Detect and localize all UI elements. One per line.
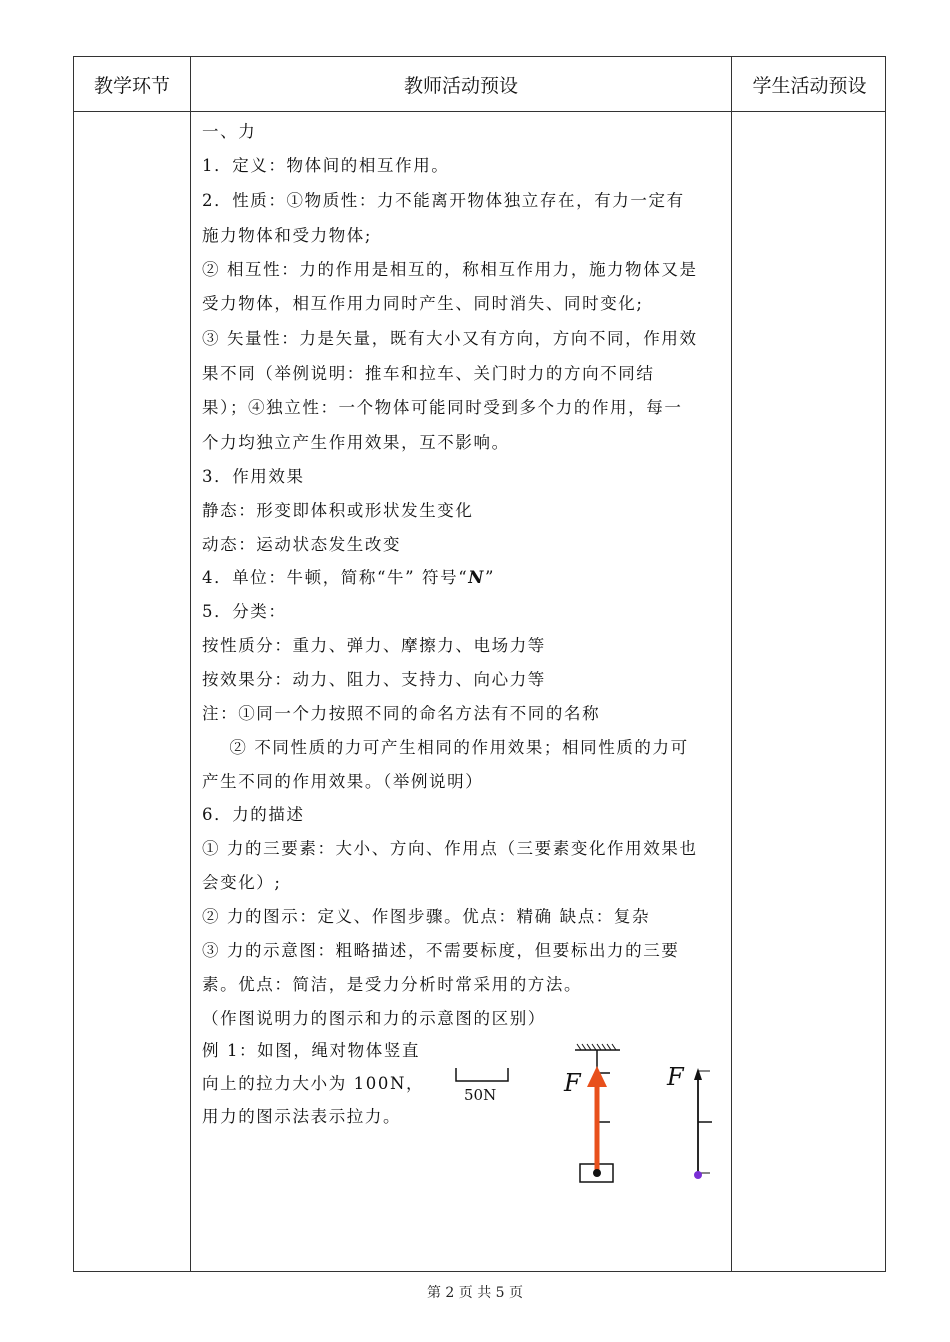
header-student: 学生活动预设 (752, 74, 867, 97)
force-diagram-figure (563, 1044, 620, 1182)
header-divider (74, 111, 885, 112)
content-line: ① 力的三要素：大小、方向、作用点（三要素变化作用效果也 (202, 839, 698, 858)
content-line: 5．分类： (202, 602, 287, 621)
point-of-action (694, 1171, 702, 1179)
header-stage: 教学环节 (93, 74, 170, 97)
force-schematic-figure (666, 1063, 712, 1179)
content-line: 施力物体和受力物体; (202, 226, 373, 245)
page-footer: 第 2 页 共 5 页 (426, 1285, 524, 1301)
content-line: ③ 矢量性：力是矢量，既有大小又有方向，方向不同，作用效 (202, 329, 698, 348)
content-line: ② 不同性质的力可产生相同的作用效果；相同性质的力可 (202, 738, 689, 757)
content-line: 一、力 (202, 122, 257, 141)
force-label: F (564, 1069, 581, 1097)
content-line: 动态：运动状态发生改变 (202, 535, 402, 554)
content-line: ② 相互性：力的作用是相互的，称相互作用力，施力物体又是 (202, 260, 698, 279)
content-line: 6．力的描述 (202, 805, 305, 824)
content-line: 果）；④独立性：一个物体可能同时受到多个力的作用，每一 (202, 398, 683, 417)
force-arrow-head (587, 1066, 607, 1087)
content-line: ② 力的图示：定义、作图步骤。优点：精确 缺点：复杂 (202, 907, 651, 926)
content-line: 会变化）; (202, 873, 282, 892)
force-label-schematic: F (667, 1063, 684, 1091)
content-line: 注：①同一个力按照不同的命名方法有不同的名称 (202, 704, 601, 723)
column-divider (190, 57, 191, 1271)
unit-line (202, 564, 495, 588)
scale-label: 50N (464, 1086, 497, 1104)
content-line: 1．定义：物体间的相互作用。 (202, 156, 450, 175)
force-diagram (440, 1035, 740, 1195)
ceiling-hatch (577, 1044, 616, 1050)
unit-suffix: ” (484, 568, 495, 587)
scale-bar (456, 1068, 508, 1104)
example-line: 向上的拉力大小为 100N， (202, 1074, 425, 1093)
content-line: 产生不同的作用效果。（举例说明） (202, 772, 484, 791)
unit-symbol: N (468, 568, 485, 587)
content-line: 按性质分：重力、弹力、摩擦力、电场力等 (202, 636, 546, 655)
content-line: 受力物体，相互作用力同时产生、同时消失、同时变化; (202, 294, 644, 313)
example-line: 例 1：如图，绳对物体竖直 (202, 1041, 421, 1060)
content-line: （作图说明力的图示和力的示意图的区别） (202, 1009, 546, 1028)
schematic-arrow-head (694, 1068, 702, 1080)
header-teacher: 教师活动预设 (403, 74, 518, 97)
example-line: 用力的图示法表示拉力。 (202, 1107, 402, 1126)
content-line: ③ 力的示意图：粗略描述，不需要标度，但要标出力的三要 (202, 941, 680, 960)
content-line: 按效果分：动力、阻力、支持力、向心力等 (202, 670, 546, 689)
content-line: 2．性质：①物质性：力不能离开物体独立存在，有力一定有 (202, 191, 685, 210)
content-line: 静态：形变即体积或形状发生变化 (202, 501, 474, 520)
content-line: 果不同（举例说明：推车和拉车、关门时力的方向不同结 (202, 364, 655, 383)
content-line: 素。优点：简洁，是受力分析时常采用的方法。 (202, 975, 583, 994)
content-line: 3．作用效果 (202, 467, 305, 486)
point-of-action (593, 1169, 601, 1177)
unit-prefix: 4．单位：牛顿，简称“牛” 符号“ (202, 568, 469, 587)
content-line: 个力均独立产生作用效果，互不影响。 (202, 433, 510, 452)
